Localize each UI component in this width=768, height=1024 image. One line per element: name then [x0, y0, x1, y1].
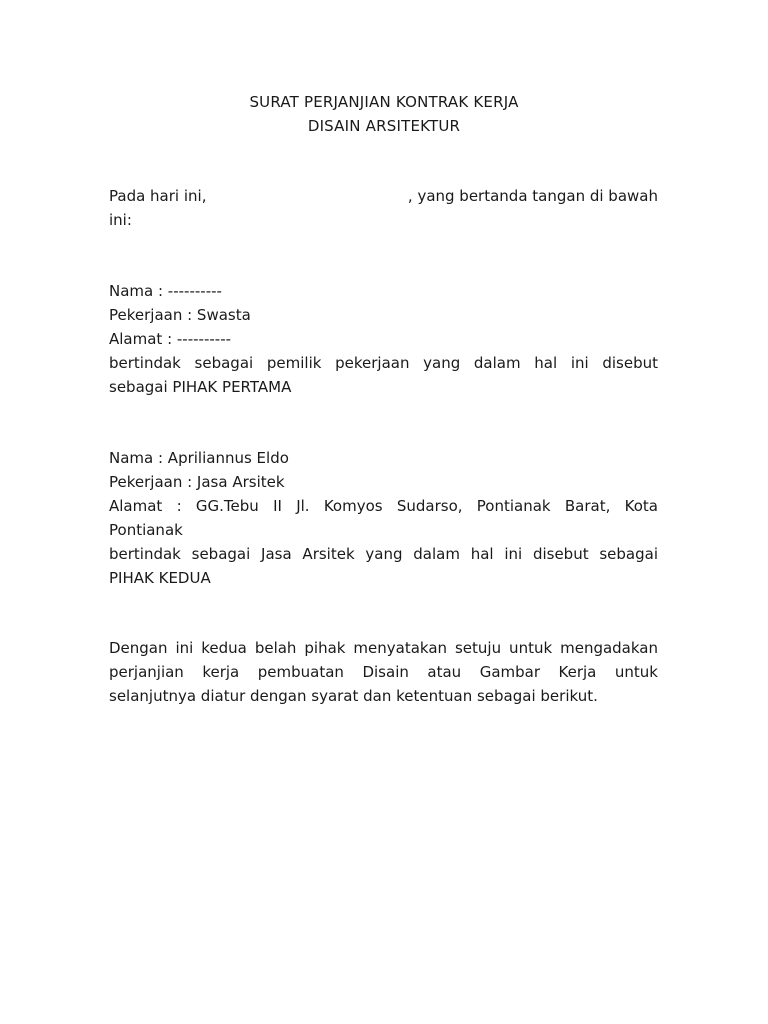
party1-role-line2: sebagai PIHAK PERTAMA — [109, 378, 292, 396]
opening-suffix: , yang bertanda tangan di bawah — [407, 187, 658, 205]
party2-alamat-line1: Alamat : GG.Tebu II Jl. Komyos Sudarso, Pontianak Barat, Kota — [109, 497, 658, 515]
opening-line — [109, 184, 658, 208]
opening-prefix: Pada hari ini, — [109, 187, 207, 205]
closing-line3: selanjutnya diatur dengan syarat dan ketentuan sebagai berikut. — [109, 687, 598, 705]
party2-role-line2: PIHAK KEDUA — [109, 569, 211, 587]
party1-role-line1: bertindak sebagai pemilik pekerjaan yang dalam hal ini disebut — [109, 354, 658, 372]
party1-nama: Nama : ---------- — [109, 282, 222, 300]
party1-pekerjaan: Pekerjaan : Swasta — [109, 306, 251, 324]
document-title-line1: SURAT PERJANJIAN KONTRAK KERJA — [249, 93, 519, 111]
party1-alamat: Alamat : ---------- — [109, 330, 232, 348]
party2-pekerjaan: Pekerjaan : Jasa Arsitek — [109, 473, 285, 491]
party2-role-line1: bertindak sebagai Jasa Arsitek yang dalam hal ini disebut sebagai — [109, 545, 658, 563]
closing-line2: perjanjian kerja pembuatan Disain atau Gambar Kerja untuk — [109, 663, 658, 681]
party2-alamat-line2: Pontianak — [109, 521, 183, 539]
party2-nama: Nama : Apriliannus Eldo — [109, 449, 289, 467]
document-title-line2: DISAIN ARSITEKTUR — [307, 117, 461, 135]
opening-line-2: ini: — [109, 211, 132, 229]
closing-line1: Dengan ini kedua belah pihak menyatakan setuju untuk mengadakan — [109, 639, 658, 657]
